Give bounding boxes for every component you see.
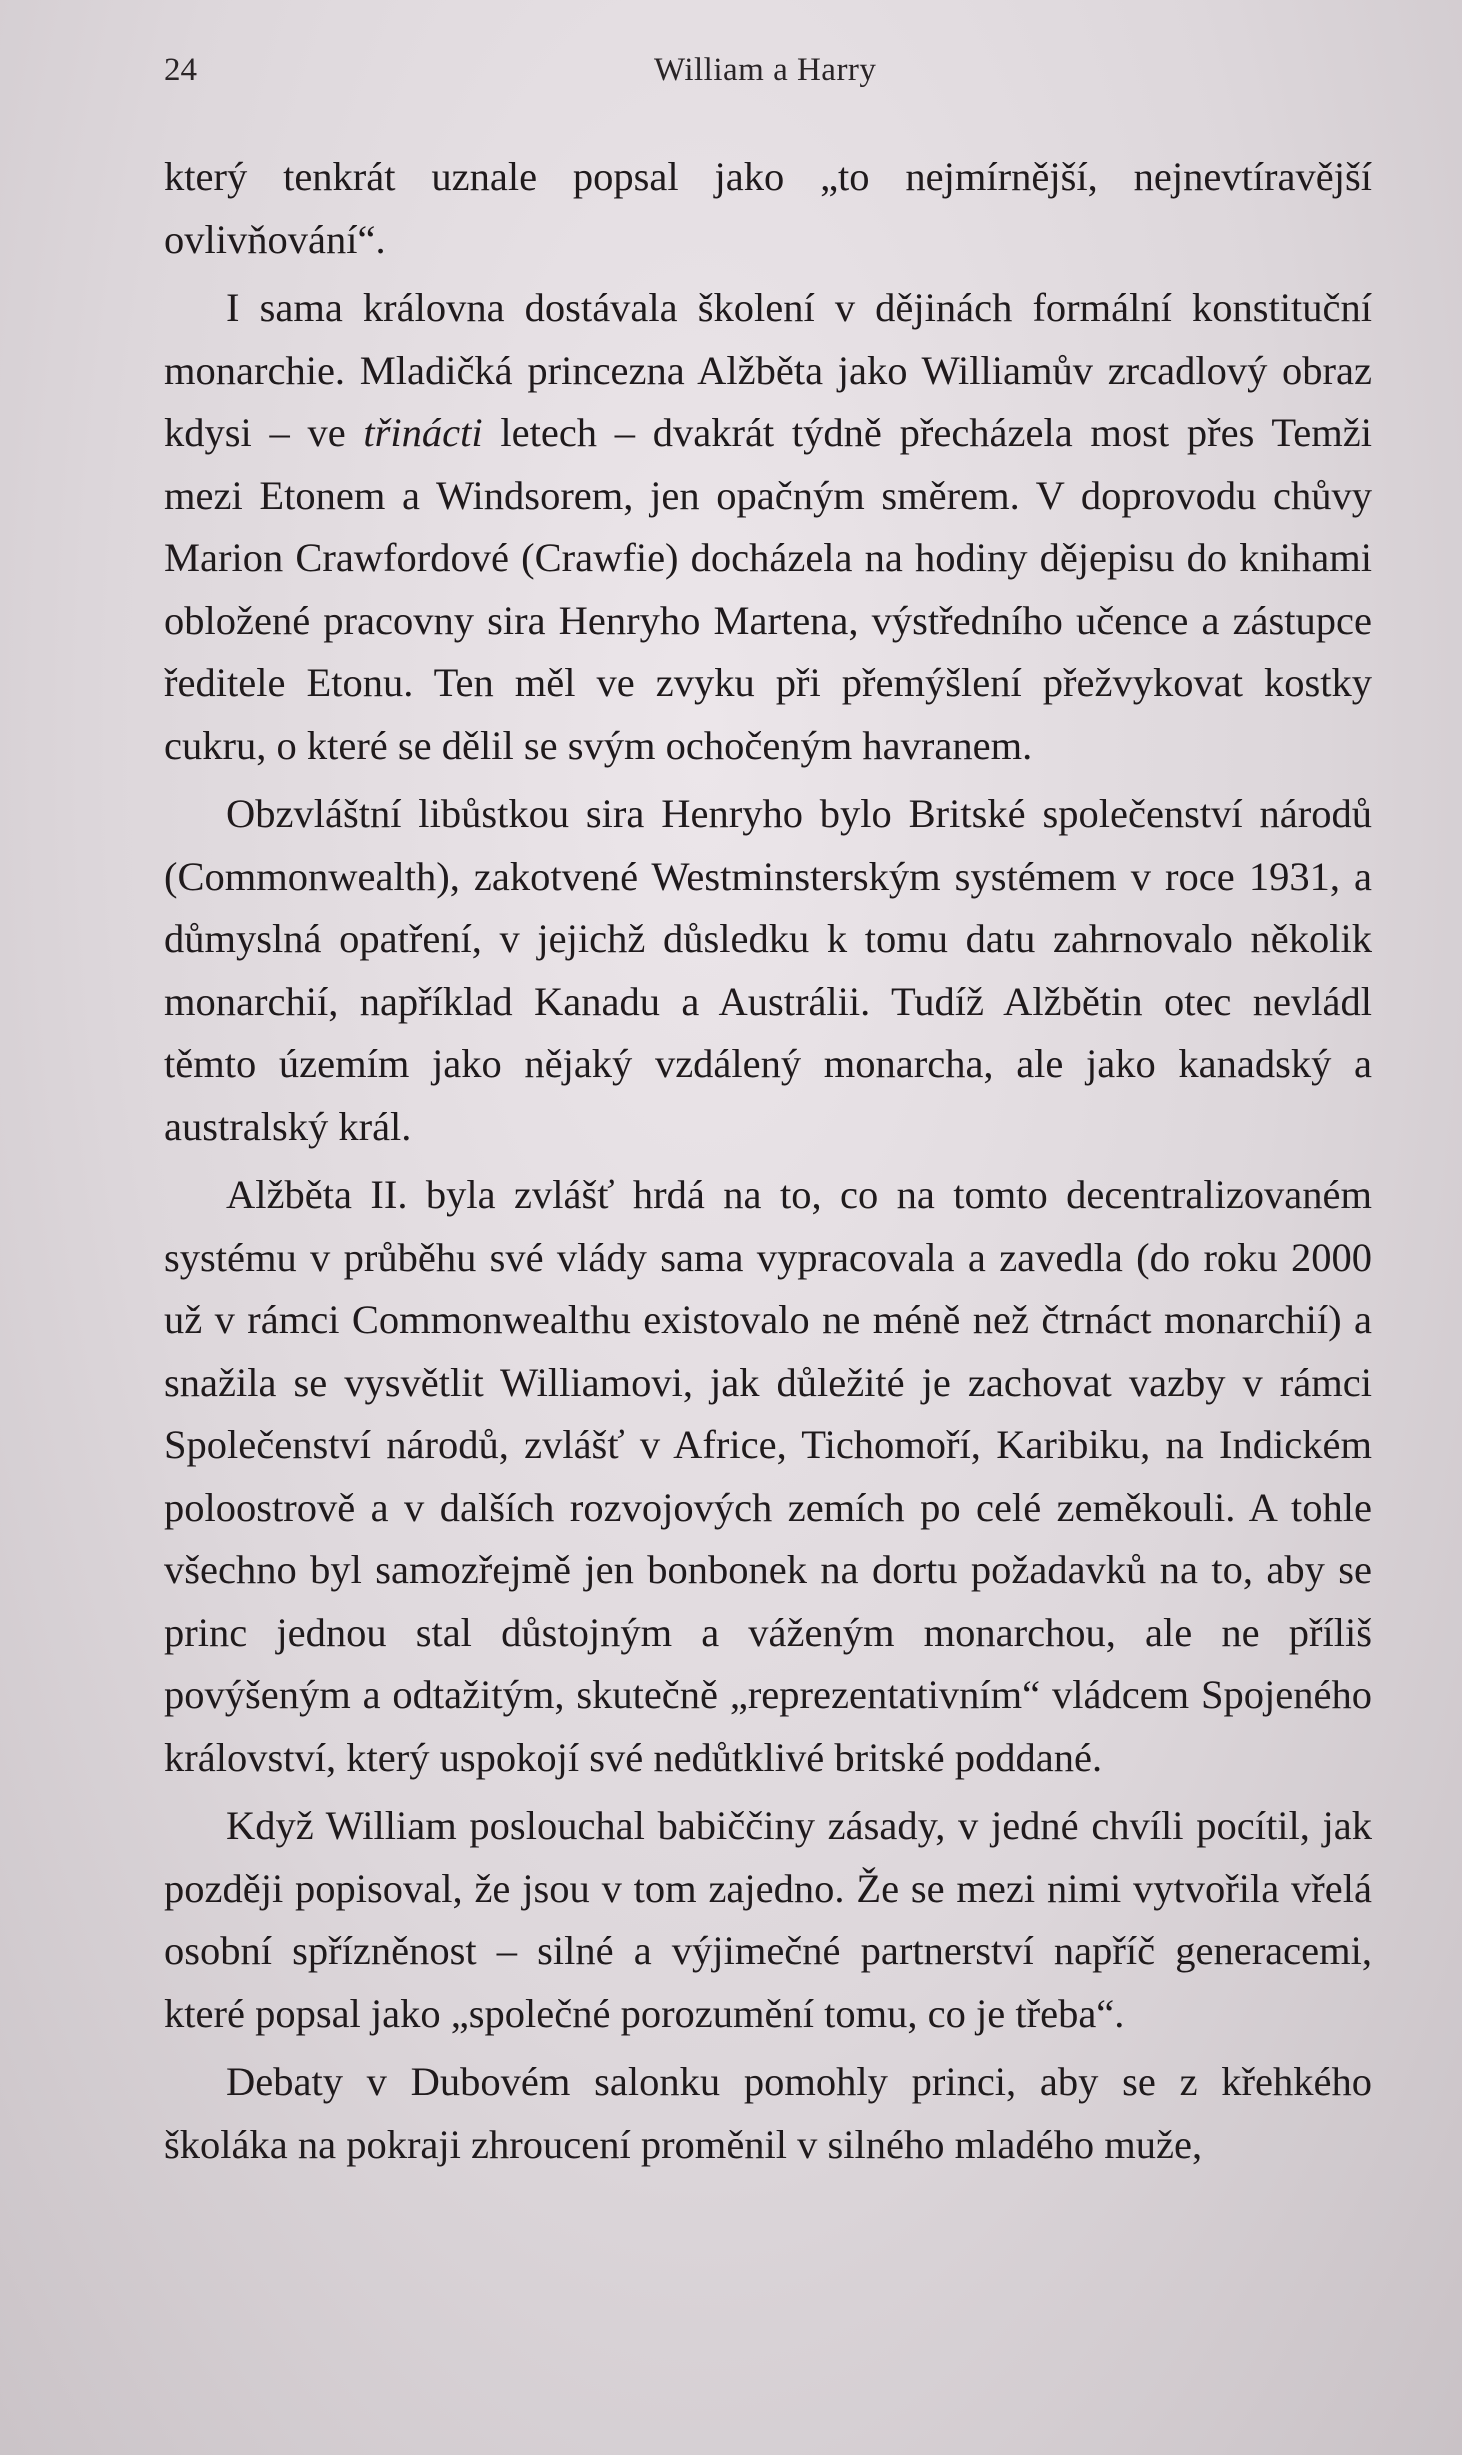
body-text xyxy=(164,146,1372,2182)
paragraph-elizabeth-ii: Alžběta II. byla zvlášť hrdá na to, co na tomto decentralizovaném systému v průběhu své vlády sama vypracovala a zavedla (do roku 2000 už v rámci Commonwealthu existovalo ne méně než čtrnáct monarchií) a snažila se vysvětlit Williamovi, jak důležité je zachovat vazby v rámci Společenství národů, zvlášť v Africe, Tichomoří, Karibiku, na Indickém poloostrově a v dalších rozvojových zemích po celé zeměkouli. A tohle všechno byl samozřejmě jen bonbonek na dortu požadavků na to, aby se princ jednou stal důstojným a váženým monarchou, ale ne příliš povýšeným a odtažitým, skutečně „reprezentativním“ vládcem Spojeného království, který uspokojí své nedůtklivé britské poddané. xyxy=(164,1172,1372,1780)
paragraph-continuation: který tenkrát uznale popsal jako „to nejmírnější, nejnevtíravější ovlivňování“. xyxy=(164,154,1372,262)
paragraph-text: letech – dvakrát týdně přecházela most přes Temži mezi Etonem a Windsorem, jen opačným směrem. V doprovodu chůvy Marion Crawfordové (Crawfie) docházela na hodiny dějepisu do knihami obložené pracovny sira Henryho Martena, výstředního učence a zástupce ředitele Etonu. Ten měl ve zvyku při přemýšlení přežvykovat kostky cukru, o které se dělil se svým ochočeným havranem. xyxy=(164,410,1372,768)
paragraph-text: I sama královna dostávala školení v dějinách formální konstituční monarchie. Mladičká princezna Alžběta jako Williamův zrcadlový obraz kdysi – ve xyxy=(164,285,1372,455)
paragraph-william-grandmother: Když William poslouchal babiččiny zásady, v jedné chvíli pocítil, jak později popisoval, že jsou v tom zajedno. Že se mezi nimi vytvořila vřelá osobní spřízněnost – silné a výjimečné partnerství napříč generacemi, které popsal jako „společné porozumění tomu, co je třeba“. xyxy=(164,1803,1372,2036)
emphasis-text: třinácti xyxy=(363,410,483,455)
book-title: William a Harry xyxy=(654,52,877,88)
paragraph-queen-training xyxy=(164,277,1372,777)
paragraph-commonwealth: Obzvláštní libůstkou sira Henryho bylo Britské společenství národů (Commonwealth), zakotvené Westminsterským systémem v roce 1931, a důmyslná opatření, v jejichž důsledku k tomu datu zahrnovalo několik monarchií, například Kanadu a Austrálii. Tudíž Alžbětin otec nevládl těmto územím jako nějaký vzdálený monarcha, ale jako kanadský a australský král. xyxy=(164,791,1372,1149)
running-head xyxy=(164,52,1372,102)
paragraph-oak-room: Debaty v Dubovém salonku pomohly princi, aby se z křehkého školáka na pokraji zhroucení proměnil v silného mladého muže, xyxy=(164,2059,1372,2167)
page-number: 24 xyxy=(164,52,197,88)
